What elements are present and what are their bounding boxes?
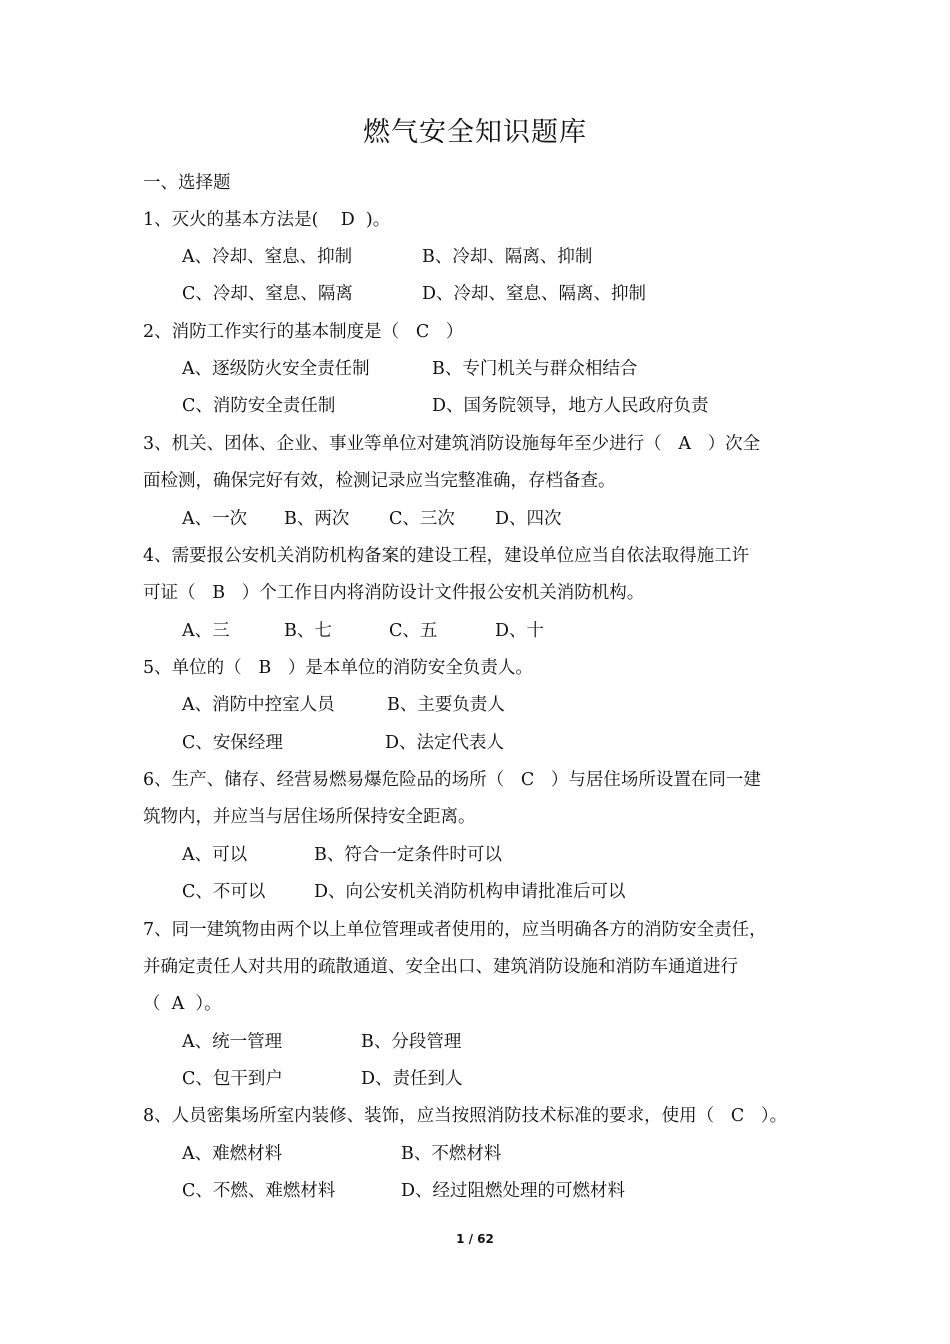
q3-option-d: D、四次 — [495, 509, 562, 529]
question-7-line-3: （ A ）。 — [143, 994, 222, 1014]
q8-option-d: D、经过阻燃处理的可燃材料 — [401, 1181, 626, 1201]
q4-option-b: B、七 — [284, 621, 332, 641]
page-title: 燃气安全知识题库 — [363, 117, 587, 148]
q1-option-d: D、冷却、窒息、隔离、抑制 — [422, 284, 647, 304]
q5-option-d: D、法定代表人 — [385, 733, 505, 753]
question-8: 8、人员密集场所室内装修、装饰，应当按照消防技术标准的要求，使用（ C ）。 — [143, 1106, 788, 1126]
q2-option-b: B、专门机关与群众相结合 — [432, 359, 638, 379]
section-heading: 一、选择题 — [143, 173, 231, 193]
question-3-line-1: 3、机关、团体、企业、事业等单位对建筑消防设施每年至少进行（ A ）次全 — [143, 434, 761, 454]
q2-option-d: D、国务院领导，地方人民政府负责 — [432, 396, 709, 416]
q8-option-c: C、不燃、难燃材料 — [182, 1181, 336, 1201]
q5-option-b: B、主要负责人 — [387, 695, 505, 715]
q1-option-b: B、冷却、隔离、抑制 — [422, 247, 593, 267]
q1-option-c: C、冷却、窒息、隔离 — [182, 284, 353, 304]
q2-option-a: A、逐级防火安全责任制 — [182, 359, 370, 379]
q5-option-c: C、安保经理 — [182, 733, 283, 753]
q4-option-d: D、十 — [495, 621, 545, 641]
q8-option-a: A、难燃材料 — [182, 1144, 283, 1164]
question-5: 5、单位的（ B ）是本单位的消防安全负责人。 — [143, 658, 533, 678]
q4-option-a: A、三 — [182, 621, 230, 641]
question-6-line-1: 6、生产、储存、经营易燃易爆危险品的场所（ C ）与居住场所设置在同一建 — [143, 770, 761, 790]
q1-option-a: A、冷却、窒息、抑制 — [182, 247, 353, 267]
q3-option-b: B、两次 — [284, 509, 350, 529]
q7-option-b: B、分段管理 — [361, 1032, 462, 1052]
q2-option-c: C、消防安全责任制 — [182, 396, 336, 416]
question-6-line-2: 筑物内，并应当与居住场所保持安全距离。 — [143, 807, 476, 827]
q5-option-a: A、消防中控室人员 — [182, 695, 335, 715]
q6-option-b: B、符合一定条件时可以 — [314, 845, 502, 865]
page-number: 1 / 62 — [456, 1232, 494, 1246]
q3-option-c: C、三次 — [389, 509, 455, 529]
question-7-line-1: 7、同一建筑物由两个以上单位管理或者使用的，应当明确各方的消防安全责任， — [143, 920, 767, 940]
q6-option-a: A、可以 — [182, 845, 248, 865]
q7-option-c: C、包干到户 — [182, 1069, 283, 1089]
question-4-line-2: 可证（ B ）个工作日内将消防设计文件报公安机关消防机构。 — [143, 583, 645, 603]
q4-option-c: C、五 — [389, 621, 438, 641]
question-3-line-2: 面检测，确保完好有效，检测记录应当完整准确，存档备查。 — [143, 471, 616, 491]
question-2: 2、消防工作实行的基本制度是（ C ） — [143, 322, 464, 342]
question-7-line-2: 并确定责任人对共用的疏散通道、安全出口、建筑消防设施和消防车通道进行 — [143, 957, 738, 977]
question-1: 1、灭火的基本方法是( D )。 — [143, 210, 391, 230]
q6-option-c: C、不可以 — [182, 882, 266, 902]
q7-option-d: D、责任到人 — [361, 1069, 463, 1089]
q8-option-b: B、不燃材料 — [401, 1144, 502, 1164]
question-4-line-1: 4、需要报公安机关消防机构备案的建设工程，建设单位应当自依法取得施工许 — [143, 546, 750, 566]
q3-option-a: A、一次 — [182, 509, 248, 529]
q6-option-d: D、向公安机关消防机构申请批准后可以 — [314, 882, 626, 902]
q7-option-a: A、统一管理 — [182, 1032, 283, 1052]
